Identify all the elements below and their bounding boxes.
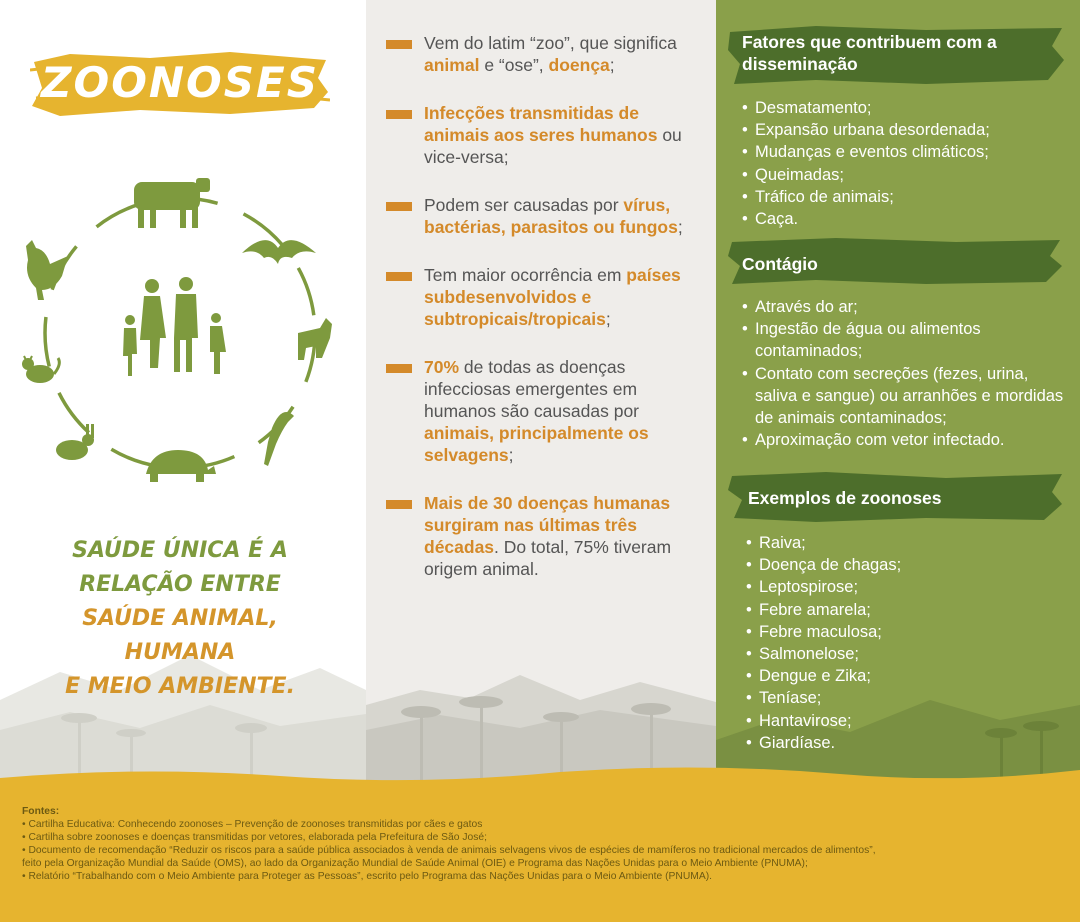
list-item: • Desmatamento; [742, 97, 1072, 119]
bullet-marker [386, 364, 412, 373]
list-item: • Caça. [742, 208, 1072, 230]
list-item: • Ingestão de água ou alimentos contaminados; [742, 318, 1074, 362]
list-item: • Aproximação com vetor infectado. [742, 429, 1074, 451]
list-item: • Doença de chagas; [746, 554, 1066, 576]
source-item: • Cartilha Educativa: Conhecendo zoonoses – Prevenção de zoonoses transmitidas por cães e gatos [22, 818, 483, 830]
source-item: • Cartilha sobre zoonoses e doenças transmitidas por vetores, elaborada pela Prefeitura de São José; [22, 831, 487, 843]
list-item: • Contato com secreções (fezes, urina, saliva e sangue) ou arranhões e mordidas de animais contaminados; [742, 363, 1074, 430]
sources-section [22, 806, 1062, 883]
parrot-icon [264, 412, 294, 466]
list-item: • Queimadas; [742, 164, 1072, 186]
slogan-line: RELAÇÃO ENTRE [79, 572, 281, 597]
slogan [30, 534, 330, 704]
list-item: • Tráfico de animais; [742, 186, 1072, 208]
bullet-marker [386, 272, 412, 281]
rabbit-icon [56, 424, 94, 460]
list-item: • Salmonelose; [746, 643, 1066, 665]
family-icon [123, 277, 226, 376]
list-item: • Hantavirose; [746, 710, 1066, 732]
factors-title: Fatores que contribuem com a disseminação [742, 32, 997, 74]
factors-list [742, 97, 1072, 230]
slogan-line-highlight: SAÚDE ANIMAL, HUMANA [82, 606, 278, 665]
zoonoses-facts-list [386, 32, 706, 580]
list-item: • Febre maculosa; [746, 621, 1066, 643]
source-item: • Documento de recomendação “Reduzir os riscos para a saúde pública associados à venda de animais selvagens vivos de espécies de mamíferos no tradicional mercados de alimentos”, [22, 844, 876, 856]
list-item: • Mudanças e eventos climáticos; [742, 141, 1072, 163]
fact-item: Vem do latim “zoo”, que significa animal e “ose”, doença; [386, 32, 706, 76]
contagion-list [742, 296, 1074, 451]
bullet-marker [386, 40, 412, 49]
source-item: feito pela Organização Mundial da Saúde (OMS), ao lado da Organização Mundial de Saúde Animal (OIE) e Programa das Nações Unidas para o Meio Ambiente (PNUMA); [22, 857, 808, 869]
bullet-marker [386, 202, 412, 211]
turtle-icon [146, 450, 216, 482]
page-title: ZOONOSES [41, 58, 319, 107]
animal-cycle-diagram [10, 168, 350, 498]
examples-list [746, 532, 1066, 754]
fact-item: Tem maior ocorrência em países subdesenvolvidos e subtropicais/tropicais; [386, 264, 706, 330]
list-item: • Teníase; [746, 687, 1066, 709]
fact-item: Podem ser causadas por vírus, bactérias, parasitos ou fungos; [386, 194, 706, 238]
list-item: • Dengue e Zika; [746, 665, 1066, 687]
examples-title: Exemplos de zoonoses [748, 488, 942, 508]
fact-item: 70% de todas as doenças infecciosas emergentes em humanos são causadas por animais, principalmente os selvagens; [386, 356, 706, 466]
list-item: • Febre amarela; [746, 599, 1066, 621]
slogan-line: SAÚDE ÚNICA É A [72, 538, 288, 563]
list-item: • Raiva; [746, 532, 1066, 554]
list-item: • Giardíase. [746, 732, 1066, 754]
fact-item: Infecções transmitidas de animais aos seres humanos ou vice-versa; [386, 102, 706, 168]
cat-icon [22, 356, 59, 383]
source-item: • Relatório “Trabalhando com o Meio Ambiente para Proteger as Pessoas”, escrito pelo Programa das Nações Unidas para o Meio Ambiente (PNUMA). [22, 870, 713, 882]
list-item: • Leptospirose; [746, 576, 1066, 598]
cow-icon [134, 178, 210, 228]
slogan-line-highlight: E MEIO AMBIENTE. [65, 674, 295, 699]
contagion-title: Contágio [742, 254, 818, 274]
list-item: • Através do ar; [742, 296, 1074, 318]
sources-title: Fontes: [22, 806, 60, 817]
rooster-icon [26, 240, 68, 300]
bullet-marker [386, 110, 412, 119]
fact-item: Mais de 30 doenças humanas surgiram nas últimas três décadas. Do total, 75% tiveram origem animal. [386, 492, 706, 580]
bullet-marker [386, 500, 412, 509]
list-item: • Expansão urbana desordenada; [742, 119, 1072, 141]
